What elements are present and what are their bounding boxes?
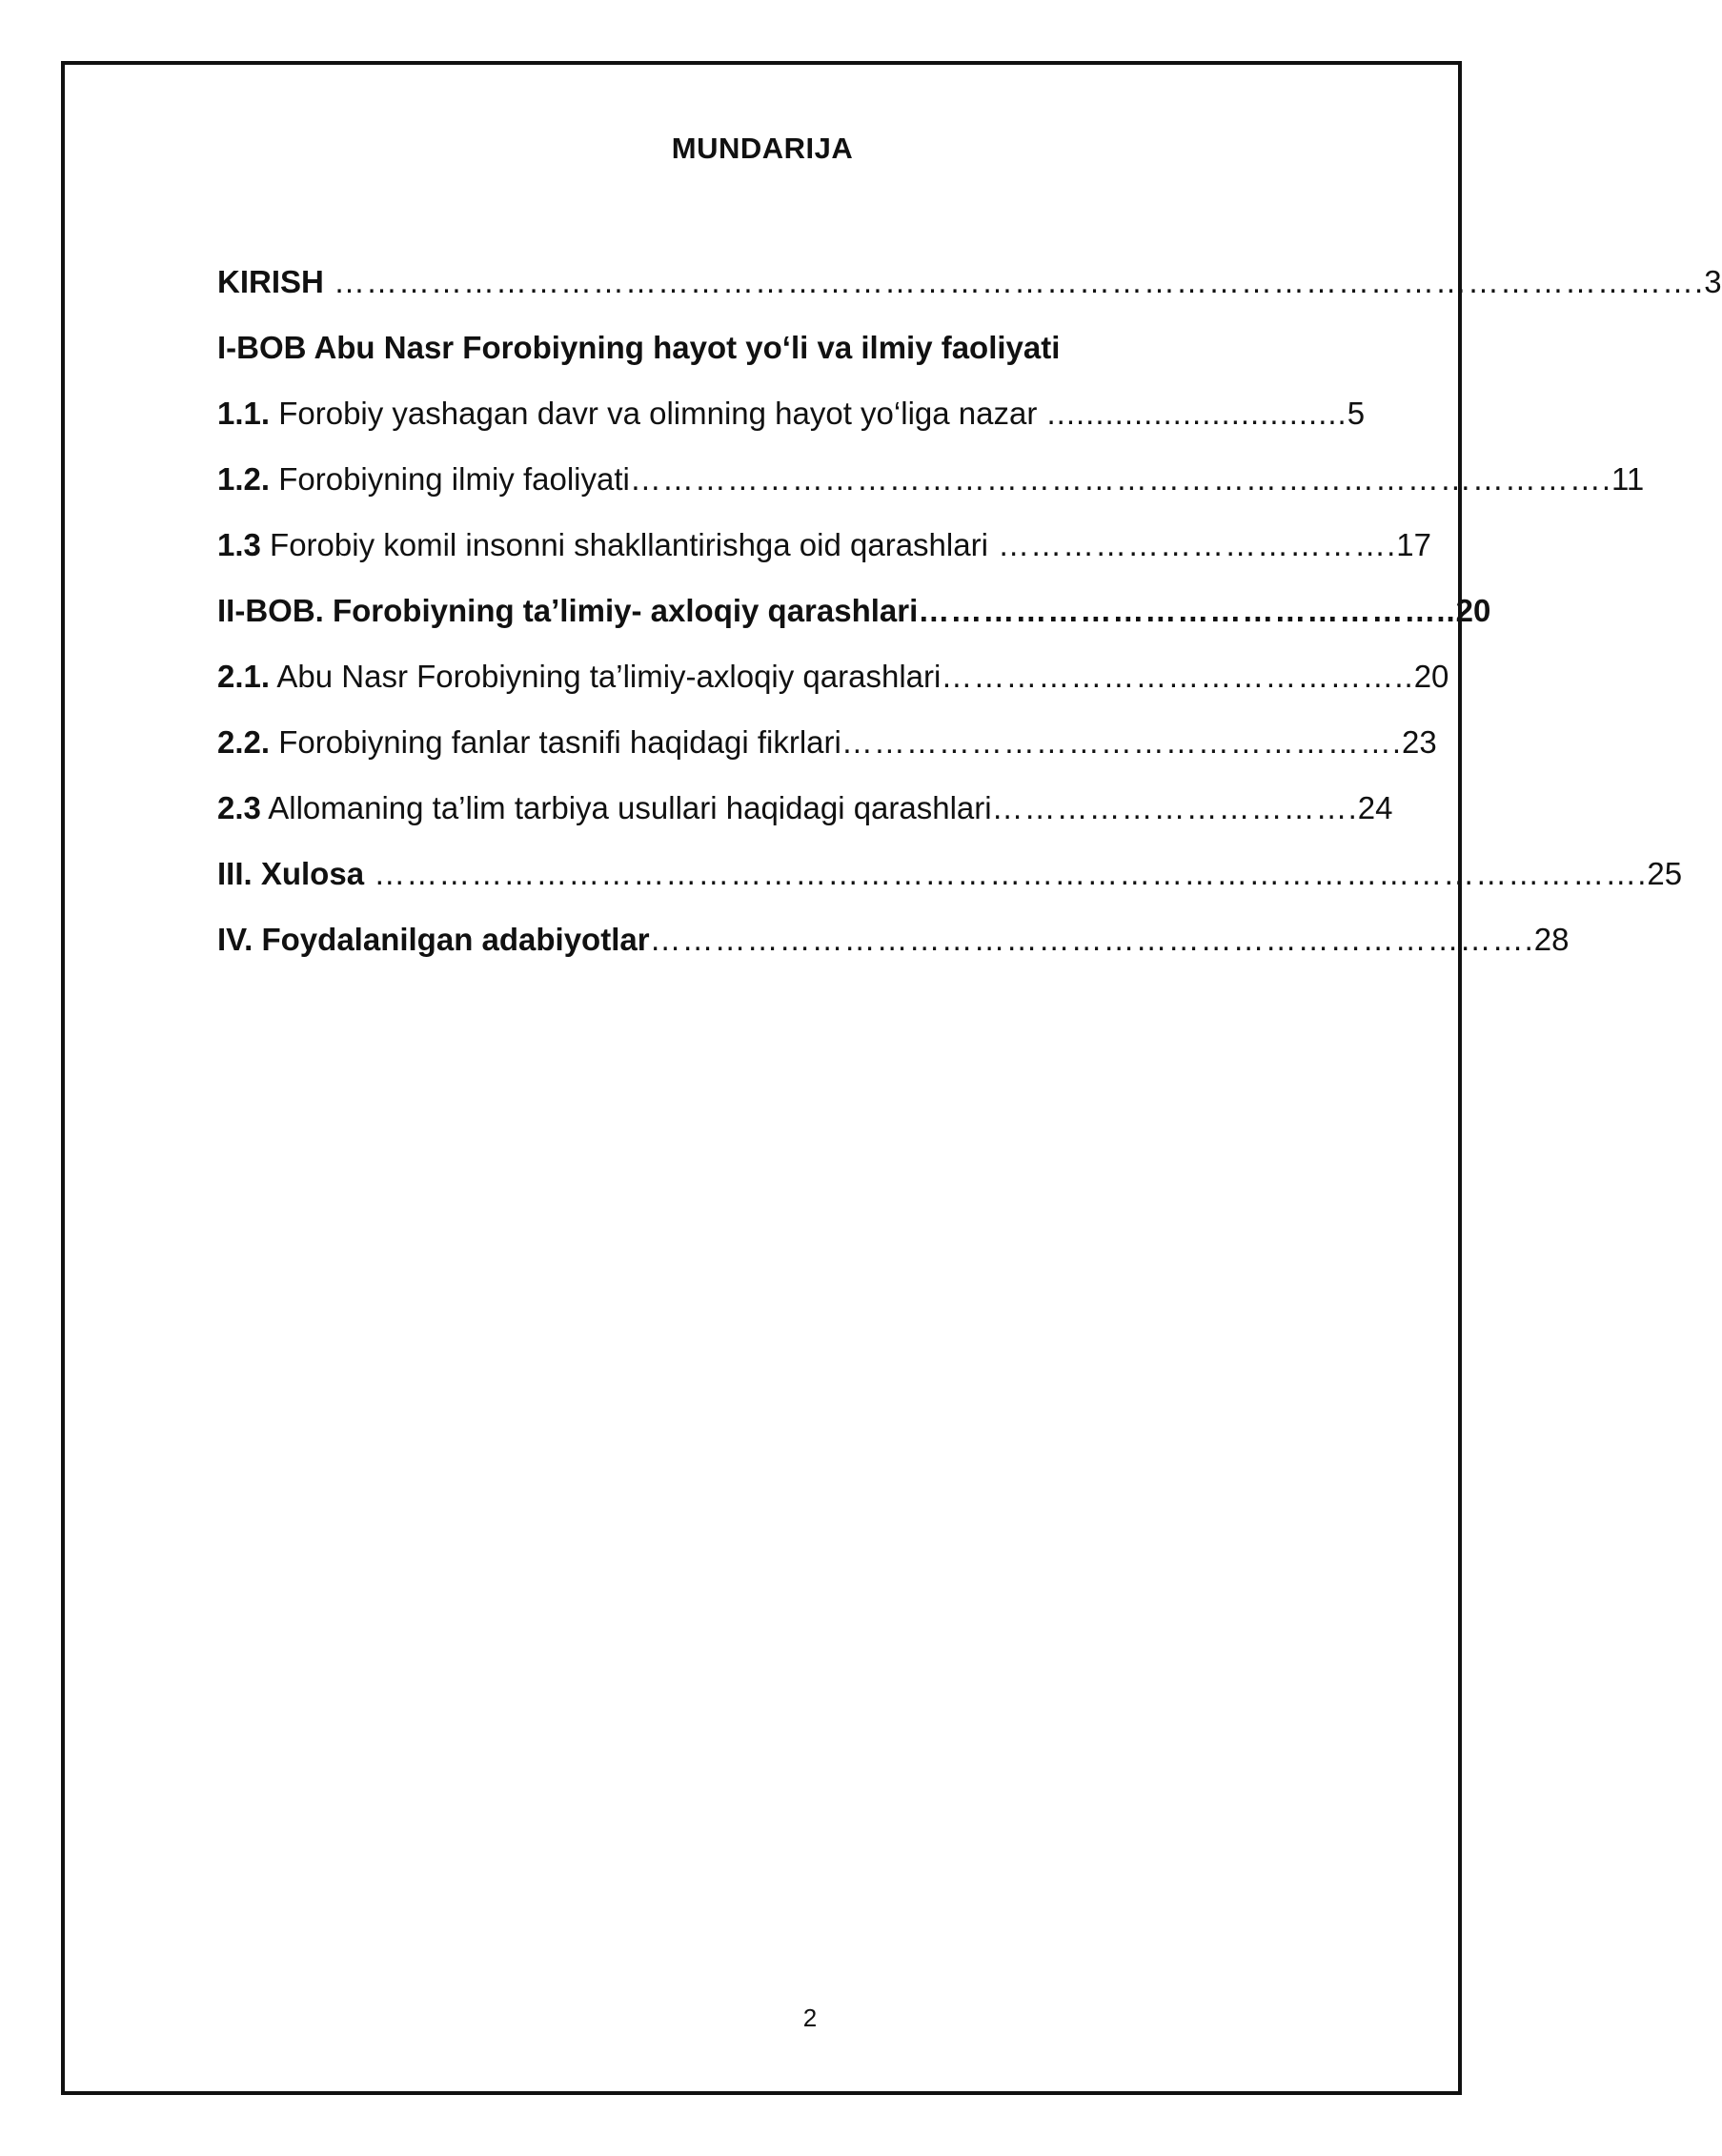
toc-leader-dots: ……………………………………………. <box>841 724 1403 760</box>
toc-entry-chapter-2[interactable] <box>217 588 1490 634</box>
toc-entry-text: Forobiyning fanlar tasnifi haqidagi fikrlari <box>270 724 841 760</box>
toc-entry-text: Forobiyning ilmiy faoliyati <box>270 461 630 497</box>
toc-page-number: 20 <box>1413 659 1449 694</box>
toc-entry-text: Allomaning ta’lim tarbiya usullari haqidagi qarashlari <box>260 790 992 825</box>
toc-entry-1-1[interactable] <box>217 391 1365 437</box>
toc-entry-number: 2.1. <box>217 659 271 694</box>
toc-entry-2-1[interactable] <box>217 654 1449 700</box>
toc-leader-dots: ………………………………………………………………………………. <box>629 461 1612 497</box>
toc-leader-dots: ………………………………………………………………………………………………………………. <box>323 264 1705 299</box>
toc-entry-number: 1.2. <box>217 461 271 497</box>
toc-page-number: 17 <box>1396 527 1431 562</box>
toc-page-number: 3 <box>1704 264 1722 299</box>
toc-entry-number: 2.2. <box>217 724 271 760</box>
toc-page-number: 20 <box>1455 593 1491 628</box>
toc-entry-2-2[interactable] <box>217 720 1437 765</box>
toc-entry-adabiyotlar[interactable] <box>217 917 1569 963</box>
toc-page-number: 5 <box>1347 396 1366 431</box>
toc-entry-number: II-BOB. <box>217 593 324 628</box>
toc-page-number: 28 <box>1533 922 1570 957</box>
toc-entry-text: Forobiyning ta’limiy- axloqiy qarashlari <box>323 593 919 628</box>
toc-entry-xulosa[interactable] <box>217 851 1682 897</box>
toc-leader-dots: ………………………………………….. <box>918 593 1456 628</box>
toc-entry-number: III. Xulosa <box>217 856 365 891</box>
toc-page-number: 25 <box>1647 856 1683 891</box>
toc-page-number: 24 <box>1357 790 1393 825</box>
toc-entry-number: 1.1. <box>217 396 271 431</box>
toc-title: MUNDARIJA <box>671 132 854 165</box>
toc-entry-text: Abu Nasr Forobiyning ta’limiy-axloqiy qarashlari <box>270 659 942 694</box>
toc-leader-dots: ………………………………………………………………………………………………………. <box>364 856 1648 891</box>
toc-leader-dots: ……………………………. <box>991 790 1358 825</box>
toc-entry-kirish[interactable] <box>217 259 1722 305</box>
toc-page-number: 23 <box>1402 724 1437 760</box>
toc-entry-number: 2.3 <box>217 790 261 825</box>
toc-entry-chapter-1[interactable] <box>217 325 1060 371</box>
toc-leader-dots: …………………………………….. <box>941 659 1414 694</box>
toc-entry-text: Forobiy yashagan davr va olimning hayot yo‘liga nazar <box>270 396 1038 431</box>
toc-page-number: 11 <box>1611 461 1645 497</box>
toc-entry-number: I-BOB <box>217 330 307 365</box>
toc-entry-number: KIRISH <box>217 264 324 299</box>
toc-leader-dots: ............................... <box>1037 396 1347 431</box>
toc-entry-1-3[interactable] <box>217 522 1431 568</box>
toc-entry-2-3[interactable] <box>217 785 1393 831</box>
toc-entry-number: 1.3 <box>217 527 261 562</box>
toc-entry-text: Forobiy komil insonni shakllantirishga oid qarashlari <box>260 527 988 562</box>
toc-entry-1-2[interactable] <box>217 457 1644 502</box>
toc-leader-dots: ………………………………………………………………………. <box>649 922 1534 957</box>
toc-entry-number: IV. Foydalanilgan adabiyotlar <box>217 922 650 957</box>
page-number: 2 <box>802 2003 818 2032</box>
toc-leader-dots: ………………………………. <box>987 527 1397 562</box>
toc-entry-text: Abu Nasr Forobiyning hayot yo‘li va ilmiy faoliyati <box>306 330 1061 365</box>
